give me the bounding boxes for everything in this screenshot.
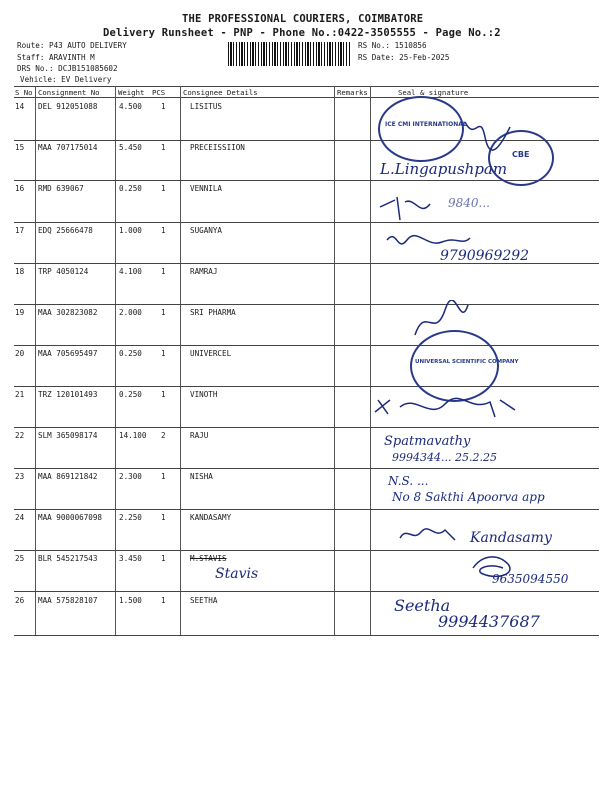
row-pcs: 2 [161, 431, 166, 440]
runsheet-title: Delivery Runsheet - PNP - Phone No.:0422-3505555 - Page No.:2 [103, 27, 501, 39]
row-weight: 2.250 [119, 513, 142, 522]
seal-stamp [378, 96, 467, 162]
row-consignee: SEETHA [190, 596, 218, 605]
row-consignment: BLR 545217543 [38, 554, 98, 563]
row-sno: 15 [15, 143, 25, 152]
col-remarks: Remarks [337, 88, 368, 97]
handwriting: N.S. ... [388, 474, 429, 488]
handwriting: 9790969292 [440, 248, 530, 264]
row-sno: 21 [15, 390, 25, 399]
row-sno: 25 [15, 554, 25, 563]
row-pcs: 1 [161, 143, 166, 152]
stamp-text: CBE [512, 150, 530, 159]
signature-mark [455, 112, 515, 152]
table-top-rule [14, 86, 599, 87]
row-pcs: 1 [161, 226, 166, 235]
col-divider [115, 86, 116, 636]
row-sno: 26 [15, 596, 25, 605]
handwriting: 9635094550 [492, 572, 569, 586]
row-rule [14, 427, 599, 428]
row-pcs: 1 [161, 267, 166, 276]
row-pcs: 1 [161, 390, 166, 399]
row-sno: 24 [15, 513, 25, 522]
col-sno: S No [15, 88, 33, 97]
row-consignment: EDQ 25666478 [38, 226, 93, 235]
row-pcs: 1 [161, 513, 166, 522]
row-consignee: PRECEISSIION [190, 143, 245, 152]
staff: Staff: ARAVINTH M [17, 53, 95, 62]
row-consignee: RAJU [190, 431, 209, 440]
row-rule [14, 345, 599, 346]
row-weight: 0.250 [119, 184, 142, 193]
row-consignment: MAA 575828107 [38, 596, 98, 605]
col-divider [35, 86, 36, 636]
handwriting: Kandasamy [470, 530, 552, 546]
col-divider [370, 86, 371, 636]
row-consignee: NISHA [190, 472, 213, 481]
col-consignee: Consignee Details [183, 88, 258, 97]
row-pcs: 1 [161, 184, 166, 193]
drs-number: DRS No.: DCJB151085602 [17, 64, 118, 73]
row-rule [14, 550, 599, 551]
row-sno: 16 [15, 184, 25, 193]
stamp-text: ICE CMI INTERNATIONAL [385, 121, 467, 128]
barcode [228, 42, 351, 66]
row-weight: 1.000 [119, 226, 142, 235]
row-sno: 22 [15, 431, 25, 440]
handwriting: 9994437687 [438, 612, 540, 631]
row-consignment: MAA 302823082 [38, 308, 98, 317]
row-sno: 23 [15, 472, 25, 481]
row-consignment: MAA 705695497 [38, 349, 98, 358]
row-consignee: LISITUS [190, 102, 223, 111]
row-pcs: 1 [161, 472, 166, 481]
header-bottom-rule [14, 97, 599, 98]
row-rule [14, 509, 599, 510]
col-consignment: Consignment No [38, 88, 100, 97]
handwriting: Stavis [215, 566, 259, 582]
col-seal: Seal & signature [398, 88, 469, 97]
rs-number: RS No.: 1510856 [358, 41, 427, 50]
row-consignee: SRI PHARMA [190, 308, 236, 317]
row-rule [14, 468, 599, 469]
handwriting: 9994344... 25.2.25 [392, 451, 497, 464]
row-rule [14, 304, 599, 305]
handwriting: Spatmavathy [384, 434, 471, 449]
row-pcs: 1 [161, 554, 166, 563]
row-weight: 0.250 [119, 349, 142, 358]
row-weight: 14.100 [119, 431, 147, 440]
row-consignee: UNIVERCEL [190, 349, 232, 358]
row-consignment: RMD 639067 [38, 184, 84, 193]
row-pcs: 1 [161, 102, 166, 111]
col-divider [180, 86, 181, 636]
col-divider [334, 86, 335, 636]
row-consignee: VINOTH [190, 390, 218, 399]
row-consignment: SLM 365098174 [38, 431, 98, 440]
row-rule [14, 222, 599, 223]
row-rule [14, 591, 599, 592]
row-sno: 17 [15, 226, 25, 235]
col-weight: Weight [118, 88, 145, 97]
row-consignee: SUGANYA [190, 226, 223, 235]
row-sno: 20 [15, 349, 25, 358]
row-weight: 4.500 [119, 102, 142, 111]
row-consignment: TRP 4050124 [38, 267, 89, 276]
row-pcs: 1 [161, 596, 166, 605]
company-name: THE PROFESSIONAL COURIERS, COIMBATORE [182, 13, 424, 25]
row-sno: 14 [15, 102, 25, 111]
rs-date: RS Date: 25-Feb-2025 [358, 53, 450, 62]
row-rule [14, 386, 599, 387]
vehicle: Vehicle: EV Delivery [20, 75, 112, 84]
col-pcs: PCS [152, 88, 166, 97]
row-weight: 2.000 [119, 308, 142, 317]
row-weight: 3.450 [119, 554, 142, 563]
handwriting: Seetha [394, 596, 451, 615]
row-sno: 19 [15, 308, 25, 317]
signature-mark [370, 392, 520, 422]
handwriting: 9840... [448, 196, 490, 210]
row-weight: 0.250 [119, 390, 142, 399]
row-weight: 5.450 [119, 143, 142, 152]
signature-mark [410, 300, 470, 340]
row-consignment: MAA 9000067098 [38, 513, 103, 522]
row-consignee: VENNILA [190, 184, 223, 193]
signature-mark [395, 522, 465, 546]
row-sno: 18 [15, 267, 25, 276]
row-weight: 2.300 [119, 472, 142, 481]
handwriting: No 8 Sakthi Apoorva app [392, 490, 545, 504]
row-consignment: MAA 707175014 [38, 143, 98, 152]
row-consignment: TRZ 120101493 [38, 390, 98, 399]
row-pcs: 1 [161, 308, 166, 317]
signature-mark [375, 192, 435, 222]
stamp-text: UNIVERSAL SCIENTIFIC COMPANY [415, 359, 519, 365]
row-consignee: RAMRAJ [190, 267, 218, 276]
table-bottom-rule [14, 635, 599, 636]
row-consignment: MAA 869121842 [38, 472, 98, 481]
row-consignee: KANDASAMY [190, 513, 232, 522]
row-consignment: DEL 912051088 [38, 102, 98, 111]
route: Route: P43 AUTO DELIVERY [17, 41, 127, 50]
handwriting: L.Lingapushpam [380, 160, 508, 178]
row-consignee: M.STAVIS [190, 554, 227, 563]
row-weight: 4.100 [119, 267, 142, 276]
row-pcs: 1 [161, 349, 166, 358]
row-weight: 1.500 [119, 596, 142, 605]
